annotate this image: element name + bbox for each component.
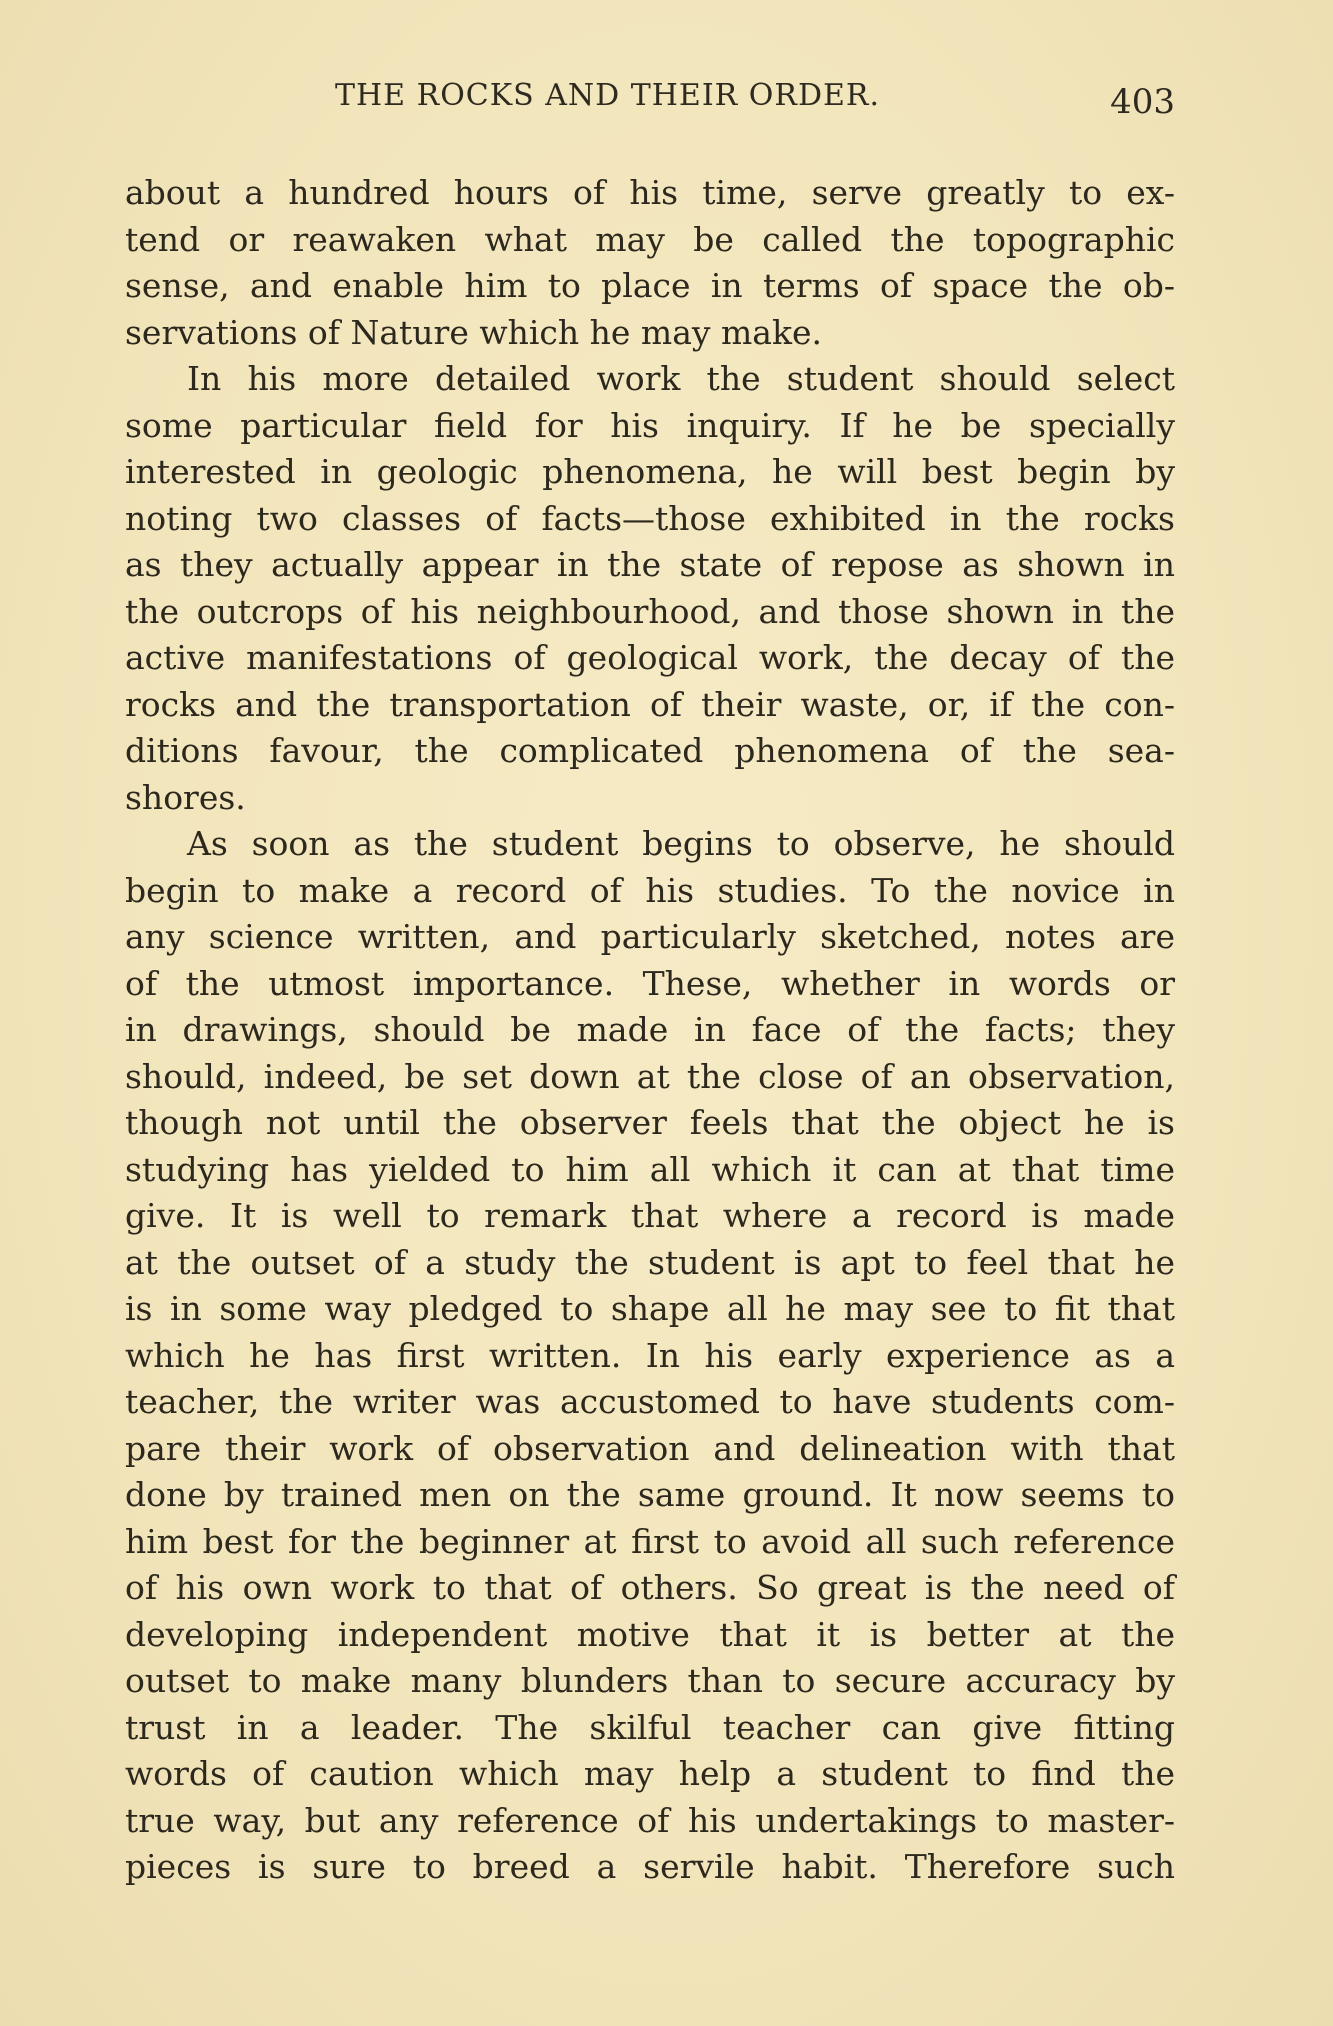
text-line: some particular field for his inquiry. If he be specially xyxy=(125,405,1175,445)
text-line: should, indeed, be set down at the close of an observation, xyxy=(125,1056,1175,1096)
text-line: trust in a leader. The skilful teacher can give fitting xyxy=(125,1707,1175,1747)
text-line: pare their work of observation and delineation with that xyxy=(125,1428,1175,1468)
text-line: is in some way pledged to shape all he may see to fit that xyxy=(125,1289,1175,1328)
text-line: at the outset of a study the student is apt to feel that he xyxy=(125,1242,1175,1282)
text-line: about a hundred hours of his time, serve greatly to ex- xyxy=(125,173,1175,212)
text-line: of his own work to that of others. So great is the need of xyxy=(125,1568,1175,1607)
page-header xyxy=(125,78,1175,128)
text-line: noting two classes of facts—those exhibited in the rocks xyxy=(125,498,1175,538)
text-line: ditions favour, the complicated phenomena of the sea- xyxy=(125,731,1175,770)
text-line: outset to make many blunders than to secure accuracy by xyxy=(125,1661,1175,1700)
text-line: done by trained men on the same ground. It now seems to xyxy=(125,1475,1175,1514)
paragraph-first-line: In his more detailed work the student should select xyxy=(187,359,1175,398)
text-line: any science written, and particularly sketched, notes are xyxy=(125,917,1175,956)
text-line: rocks and the transportation of their waste, or, if the con- xyxy=(125,684,1175,724)
text-line: interested in geologic phenomena, he will best begin by xyxy=(125,452,1175,491)
text-line: active manifestations of geological work, the decay of the xyxy=(125,638,1175,677)
text-line: studying has yielded to him all which it can at that time xyxy=(125,1149,1175,1189)
text-line: the outcrops of his neighbourhood, and those shown in the xyxy=(125,591,1175,631)
text-line: shores. xyxy=(125,777,246,817)
text-line: as they actually appear in the state of repose as shown in xyxy=(125,545,1175,584)
text-line: though not until the observer feels that the object he is xyxy=(125,1103,1175,1142)
text-line: teacher, the writer was accustomed to have students com- xyxy=(125,1382,1175,1421)
text-line: sense, and enable him to place in terms of space the ob- xyxy=(125,266,1175,305)
text-line: developing independent motive that it is better at the xyxy=(125,1614,1175,1654)
text-line: tend or reawaken what may be called the topographic xyxy=(125,219,1175,259)
running-head: THE ROCKS AND THEIR ORDER. xyxy=(335,78,881,113)
text-line: him best for the beginner at first to avoid all such reference xyxy=(125,1521,1175,1561)
text-line: in drawings, should be made in face of the facts; they xyxy=(125,1010,1175,1049)
text-line: pieces is sure to breed a servile habit. Therefore such xyxy=(125,1847,1175,1886)
text-line: of the utmost importance. These, whether in words or xyxy=(125,963,1175,1003)
text-line: true way, but any reference of his undertakings to master- xyxy=(125,1800,1175,1840)
text-line: begin to make a record of his studies. To the novice in xyxy=(125,870,1175,910)
text-line: servations of Nature which he may make. xyxy=(125,312,822,352)
text-line: words of caution which may help a student to find the xyxy=(125,1754,1175,1793)
page-number: 403 xyxy=(1110,82,1175,122)
text-line: give. It is well to remark that where a record is made xyxy=(125,1196,1175,1235)
body-text xyxy=(125,170,1175,1891)
paragraph-first-line: As soon as the student begins to observe, he should xyxy=(187,824,1175,863)
text-line: which he has first written. In his early experience as a xyxy=(125,1335,1175,1375)
